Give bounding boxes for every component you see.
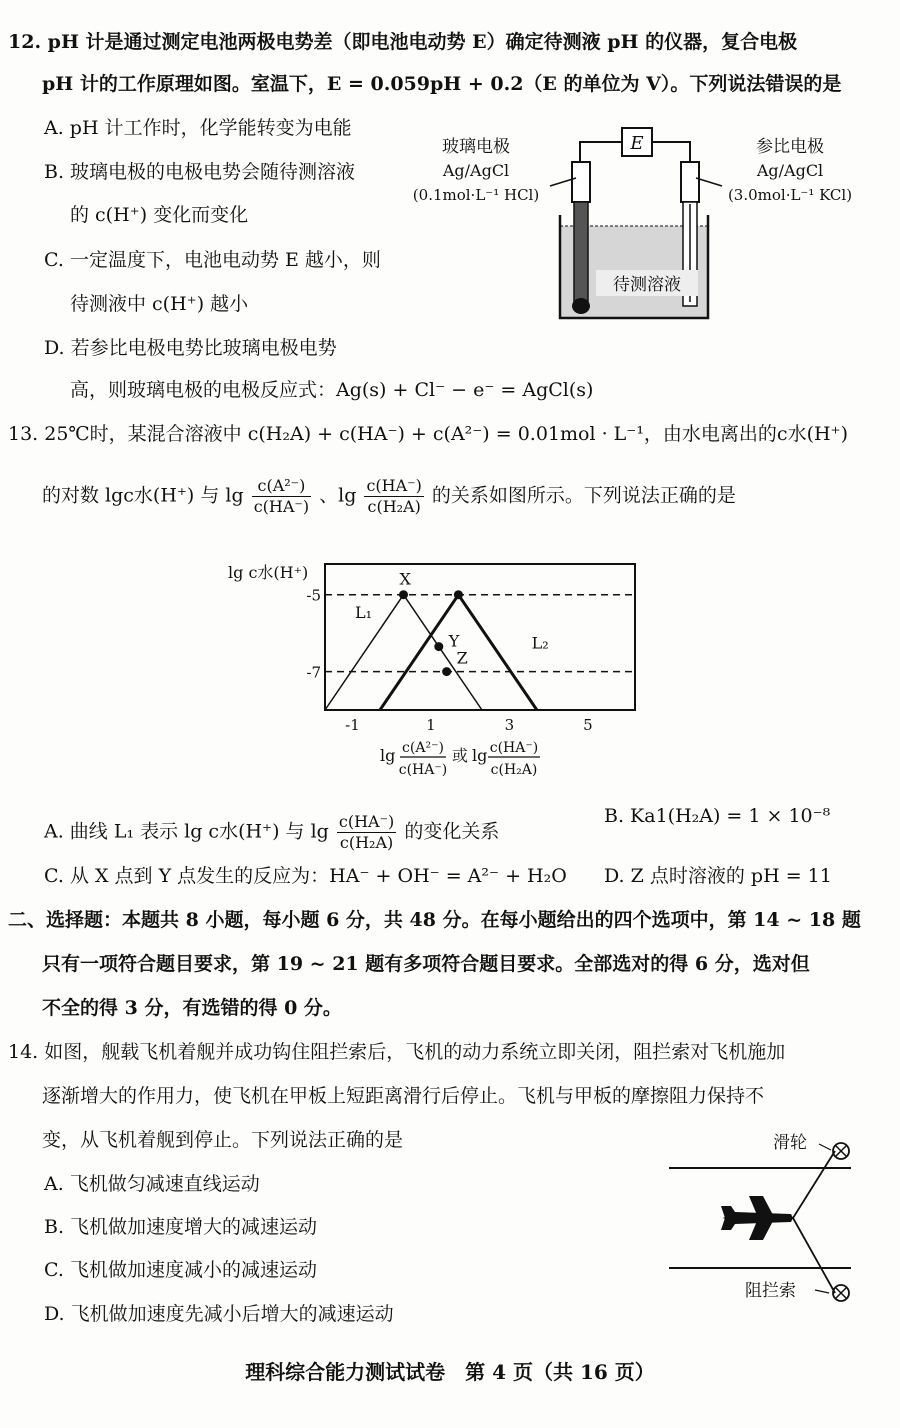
q13-stem-pre: 的对数 lgc水(H⁺) 与 lg	[42, 484, 244, 507]
q12-option-c: C. 一定温度下，电池电动势 E 越小，则	[44, 249, 381, 271]
q12-option-d: D. 若参比电极电势比玻璃电极电势	[44, 337, 337, 359]
q12-option-b: B. 玻璃电极的电极电势会随待测溶液	[44, 161, 356, 183]
airplane-icon	[721, 1196, 793, 1240]
q12-stem-line1: 12. pH 计是通过测定电池两极电势差（即电池电动势 E）确定待测液 pH 的仪器，复合电极	[8, 31, 798, 53]
point-label-x: X	[399, 569, 411, 589]
glass-electrode-cap	[572, 162, 590, 202]
voltmeter-label: E	[630, 133, 644, 154]
q13-option-d: D. Z 点时溶液的 pH = 11	[604, 865, 832, 887]
q12-option-c-cont: 待测液中 c(H⁺) 越小	[70, 293, 249, 315]
glass-electrode-conc: (0.1mol·L⁻¹ HCl)	[412, 186, 540, 204]
reference-electrode-agcl: Ag/AgCl	[756, 161, 824, 180]
chart-point	[434, 642, 443, 651]
q13-fraction-1: $\frac{\text{c(A²⁻)}}{c(HA^-)}$	[253, 476, 310, 516]
q13-stem-mid: 、lg	[319, 484, 357, 507]
chart-xlabel-den2: c(H₂A)	[490, 762, 538, 778]
q14-stem-line2: 逐渐增大的作用力，使飞机在甲板上短距离滑行后停止。飞机与甲板的摩擦阻力保持不	[42, 1085, 765, 1107]
q14-stem-line3: 变，从飞机着舰到停止。下列说法正确的是	[42, 1129, 404, 1151]
chart-xlabel-num1: c(A²⁻)	[402, 740, 444, 756]
arresting-cable	[793, 1151, 835, 1293]
q13-stem-post: 的关系如图所示。下列说法正确的是	[431, 484, 736, 507]
y-tick-label: -7	[306, 663, 321, 682]
q14-option-d: D. 飞机做加速度先减小后增大的减速运动	[44, 1303, 394, 1325]
point-label-y: Y	[448, 631, 460, 651]
q14-option-b: B. 飞机做加速度增大的减速运动	[44, 1216, 318, 1238]
q12-stem-line2: pH 计的工作原理如图。室温下，E = 0.059pH + 0.2（E 的单位为 V）。下列说法错误的是	[42, 73, 842, 95]
glass-electrode-agcl: Ag/AgCl	[442, 161, 510, 180]
series-label-1: L₁	[355, 602, 373, 622]
ph-meter-figure	[400, 120, 870, 330]
q14-option-a: A. 飞机做匀减速直线运动	[44, 1173, 260, 1195]
chart-xlabel-or: 或	[452, 746, 469, 765]
q12-option-d-cont: 高，则玻璃电极的电极反应式：Ag(s) + Cl⁻ − e⁻ = AgCl(s)	[70, 379, 594, 401]
q14-stem-line1: 14. 如图，舰载飞机着舰并成功钩住阻拦索后，飞机的动力系统立即关闭，阻拦索对飞机施加	[8, 1041, 786, 1063]
chart-frame	[325, 564, 635, 710]
chart-ylabel: lg c水(H⁺)	[228, 563, 309, 582]
x-tick-label: 3	[504, 716, 515, 734]
glass-electrode-body	[574, 202, 588, 306]
y-tick-label: -5	[306, 586, 321, 605]
pulley-label: 滑轮	[773, 1133, 807, 1153]
section2-line3: 不全的得 3 分，有选错的得 0 分。	[42, 997, 342, 1019]
q13-option-a: A. 曲线 L₁ 表示 lg c水(H⁺) 与 lg $\frac{c(HA^-)}{\text{c(H₂A)}}$ 的变化关系	[44, 812, 500, 852]
q13-option-c: C. 从 X 点到 Y 点发生的反应为：HA⁻ + OH⁻ = A²⁻ + H₂O	[44, 865, 567, 887]
point-label-z: Z	[456, 648, 468, 668]
section2-line1: 二、选择题：本题共 8 小题，每小题 6 分，共 48 分。在每小题给出的四个选项中，第 14 ~ 18 题	[8, 909, 861, 931]
q13-stem-line1: 13. 25℃时，某混合溶液中 c(H₂A) + c(HA⁻) + c(A²⁻) = 0.01mol · L⁻¹，由水电离出的c水(H⁺)	[8, 423, 848, 445]
q13-option-b: B. Ka1(H₂A) = 1 × 10⁻⁸	[604, 805, 831, 827]
q12-option-b-cont: 的 c(H⁺) 变化而变化	[70, 204, 249, 226]
reference-electrode-cap	[681, 162, 699, 202]
section2-line2: 只有一项符合题目要求，第 19 ~ 21 题有多项符合题目要求。全部选对的得 6 分，选对但	[42, 953, 810, 975]
chart-xlabel-num2: c(HA⁻)	[489, 740, 539, 756]
test-solution-label: 待测溶液	[613, 275, 681, 295]
reference-electrode-conc: (3.0mol·L⁻¹ KCl)	[727, 186, 853, 204]
cable-label: 阻拦索	[745, 1281, 796, 1301]
carrier-plane-figure	[665, 1126, 885, 1316]
x-tick-label: -1	[345, 716, 360, 734]
q13-fraction-2: $\frac{c(HA^-)}{\text{c(H₂A)}}$	[366, 476, 422, 516]
chart-xlabel-lg2: lg	[472, 746, 488, 765]
x-tick-label: 5	[583, 716, 593, 734]
series-label-2: L₂	[531, 633, 549, 653]
chart-xlabel-den1: c(HA⁻)	[398, 762, 448, 778]
q14-option-c: C. 飞机做加速度减小的减速运动	[44, 1259, 317, 1281]
page-footer: 理科综合能力测试试卷 第 4 页（共 16 页）	[245, 1360, 655, 1384]
glass-electrode-label: 玻璃电极	[442, 137, 510, 157]
q13-chart	[220, 556, 660, 792]
reference-electrode-label: 参比电极	[756, 137, 824, 157]
chart-point	[442, 667, 451, 676]
q12-option-a: A. pH 计工作时，化学能转变为电能	[44, 117, 352, 139]
chart-point	[454, 590, 463, 599]
q13-stem-line2	[42, 476, 736, 517]
chart-point	[399, 590, 408, 599]
x-tick-label: 1	[426, 716, 436, 734]
chart-xlabel-lg: lg	[380, 746, 396, 765]
glass-bulb	[572, 298, 590, 314]
